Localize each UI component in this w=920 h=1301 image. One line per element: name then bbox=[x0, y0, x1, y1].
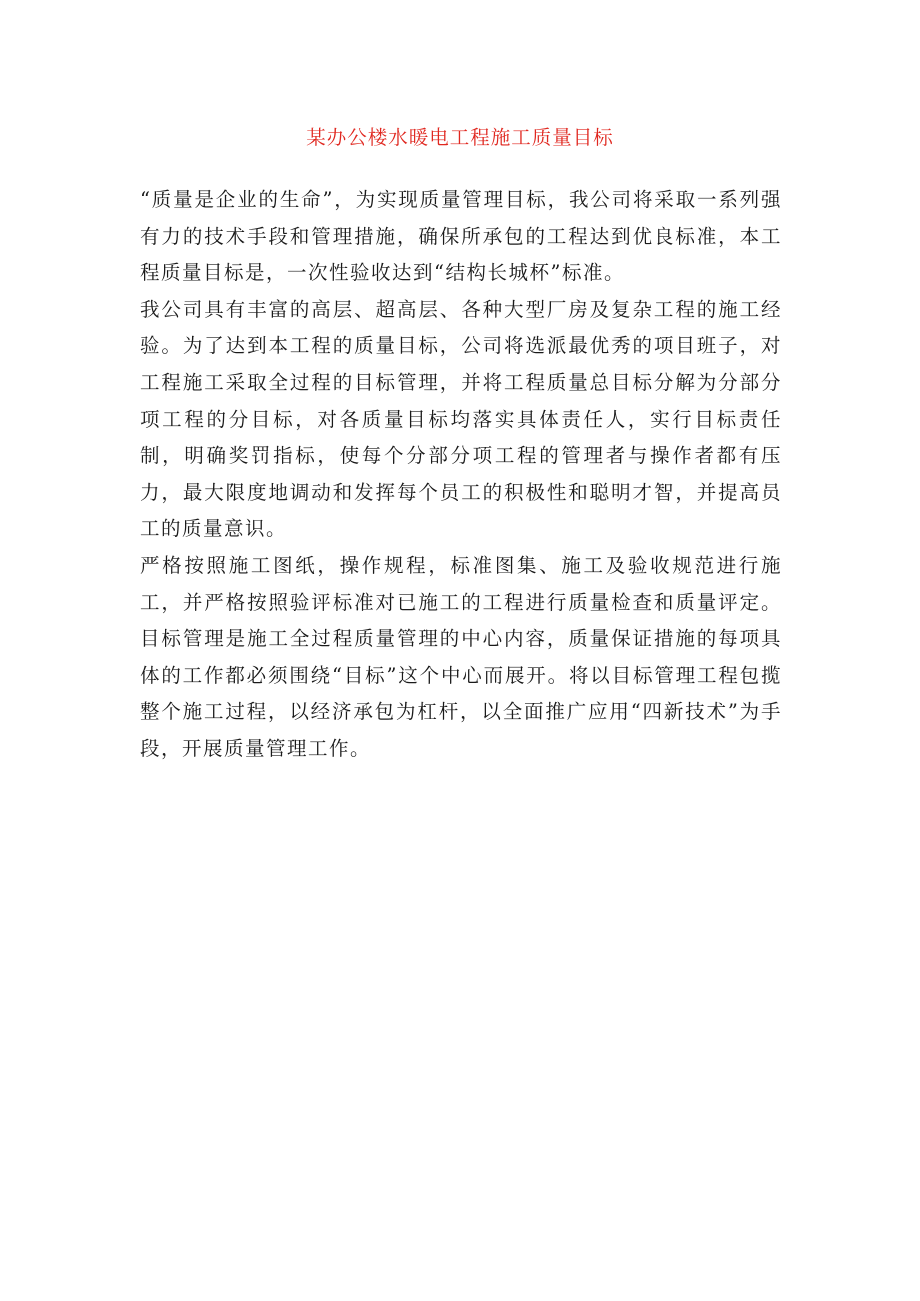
document-body bbox=[140, 182, 782, 768]
paragraph-standards-measures: 严格按照施工图纸，操作规程，标准图集、施工及验收规范进行施工，并严格按照验评标准对已施工的工程进行质量检查和质量评定。目标管理是施工全过程质量管理的中心内容，质量保证措施的每项具体的工作都必须围绕“目标”这个中心而展开。将以目标管理工程包揽整个施工过程，以经济承包为杠杆，以全面推广应用“四新技术”为手段，开展质量管理工作。 bbox=[140, 553, 782, 760]
document-title: 某办公楼水暖电工程施工质量目标 bbox=[306, 126, 614, 149]
paragraph-quality-goal: “质量是企业的生命”，为实现质量管理目标，我公司将采取一系列强有力的技术手段和管理措施，确保所承包的工程达到优良标准，本工程质量目标是，一次性验收达到“结构长城杯”标准。 bbox=[140, 188, 782, 285]
paragraph-experience-management: 我公司具有丰富的高层、超高层、各种大型厂房及复杂工程的施工经验。为了达到本工程的质量目标，公司将选派最优秀的项目班子，对工程施工采取全过程的目标管理，并将工程质量总目标分解为分部分项工程的分目标，对各质量目标均落实具体责任人，实行目标责任制，明确奖罚指标，使每个分部分项工程的管理者与操作者都有压力，最大限度地调动和发挥每个员工的积极性和聪明才智，并提高员工的质量意识。 bbox=[140, 297, 782, 541]
